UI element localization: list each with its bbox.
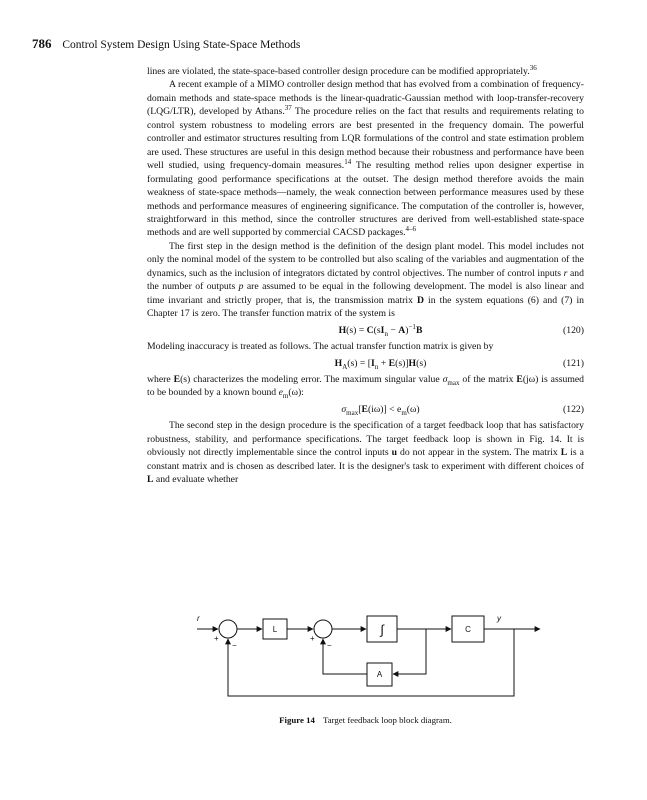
sum1-plus-sign: + [214,634,219,643]
summing-junction-2 [314,620,332,638]
equation-number: (122) [563,403,584,415]
equation-121: $H_A(s) = [I_n + E(s)]H(s)$ (121) [334,357,584,371]
figure-caption [147,715,584,725]
input-label: r [197,614,200,623]
page-number: 786 [32,36,52,51]
paragraph: A recent example of a MIMO controller design method that has evolved from a combination of frequency-domain methods and state-space methods is the linear-quadratic-Gaussian method with loop-transfer-recovery (LQG/LTR), developed by Athans.$^{37}$ The procedure relies on the fact that results and requirements relating to control system robustness to modeling errors are best presented in the frequency domain. The powerful controller and estimator structures resulting from LQR formulations of the control and state estimation problem are used. These structures are useful in this design method because their robustness and performance have been well studied, using frequency-domain measures.$^{14}$ The resulting method relies upon designer expertise in formulating good performance specifications at the outset. The design method therefore avoids the main weakness of state-space methods—namely, the weak connection between performance measures used by these methods and performance measures of engineering significance. The computation of the controller is, however, straightforward in this method, since the controller structures are derived from well-established state-space methods and are well supported by commercial CACSD packages.$^{4-6}$ [147,79,584,239]
block-diagram [195,608,545,708]
state-feedback-line [393,629,426,674]
block-L-label: L [272,625,278,634]
caption-text: Target feedback loop block diagram. [322,715,452,725]
paragraph: The first step in the design method is the definition of the design plant model. This model includes not only the nominal model of the system to be controlled but also scaling of the variables and augmentation of the dynamics, such as the inclusion of integrators dictated by control objectives. The number of control inputs r and the number of outputs p are assumed to be equal in the following development. The model is also linear and time invariant and strictly proper, that is, the transmission matrix D in the system equations (6) and (7) in Chapter 17 is zero. The transfer function matrix of the system is [147,240,584,320]
equation-122: $\sigma_{max}[E(i\omega)] < e_m(\omega)$ (122) [341,403,584,417]
block-A-label: A [376,670,383,679]
sum2-plus-sign: + [310,634,315,643]
caption-label: Figure 14 [279,715,315,725]
equation-number: (120) [563,324,584,336]
summing-junction-1 [219,620,237,638]
running-title: Control System Design Using State-Space Methods [62,39,301,51]
equation-number: (121) [563,357,584,369]
running-head [32,36,300,52]
block-C-label: C [465,625,471,634]
body-text [147,65,584,487]
output-label: y [497,614,501,623]
sum1-minus-sign: − [232,641,237,650]
paragraph: Modeling inaccuracy is treated as follows. The actual transfer function matrix is given by [147,341,494,353]
block-integrator-label: ∫ [380,622,384,637]
paragraph: lines are violated, the state-space-based controller design procedure can be modified appropriately.$^{36}$ [147,63,537,77]
paragraph: The second step in the design procedure is the specification of a target feedback loop that has satisfactory robustness, stability, and performance specifications. The target feedback loop is shown in Fig. 14. It is obviously not directly implementable since the control inputs u do not appear in the system. The matrix L is a constant matrix and is chosen as described later. It is the designer's task to experiment with different choices of L and evaluate whether [147,420,584,486]
paragraph: where E(s) characterizes the modeling error. The maximum singular value $\sigma_{max}$ of the matrix E(jω) is assumed to be bounded by a known bound $e_m(\omega)$: [147,373,585,401]
sum2-minus-sign: − [327,641,332,650]
equation-120: $H(s) = C(sI_n - A)^{-1}B$ (120) [338,322,584,338]
